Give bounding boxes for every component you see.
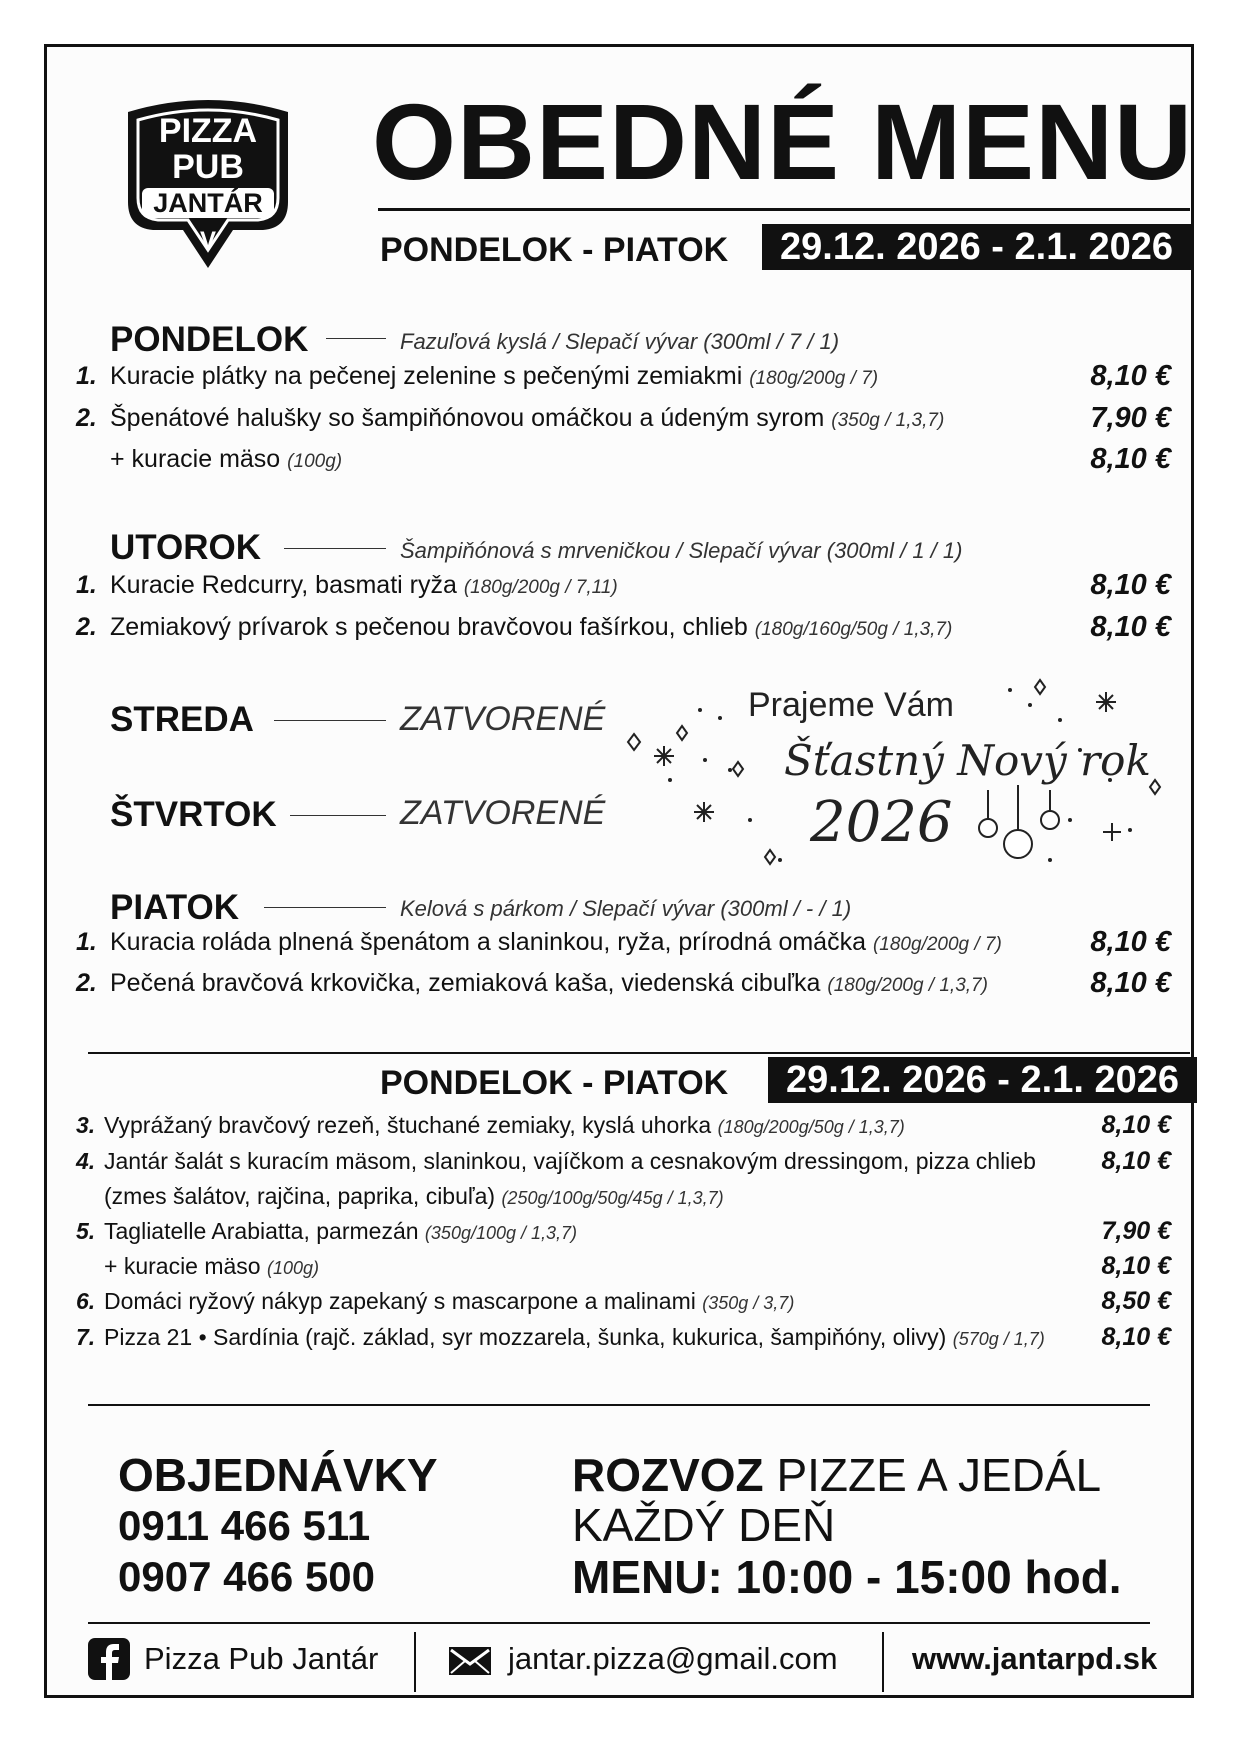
menu-item	[76, 1324, 1045, 1350]
item-text: Pizza 21 • Sardínia (rajč. základ, syr mozzarela, šunka, kukurica, šampiňóny, olivy)	[104, 1324, 947, 1350]
item-note: (180g/200g / 1,3,7)	[827, 975, 988, 996]
delivery-hours: MENU: 10:00 - 15:00 hod.	[572, 1551, 1122, 1603]
day-thursday: ŠTVRTOK	[110, 795, 277, 834]
facebook-icon	[88, 1638, 130, 1680]
item-price: 8,10 €	[1101, 1252, 1171, 1280]
item-number: 2.	[76, 613, 97, 641]
item-price: 8,10 €	[1090, 967, 1171, 999]
item-number: 2.	[76, 404, 97, 432]
orders-phone1: 0911 466 511	[118, 1502, 371, 1549]
item-price: 8,10 €	[1101, 1323, 1171, 1351]
item-number: 2.	[76, 969, 97, 997]
menu-item	[104, 1185, 724, 1208]
day-tuesday: UTOROK	[110, 528, 262, 567]
title-rule	[378, 208, 1190, 211]
page-title: OBEDNÉ MENU	[372, 81, 1194, 202]
item-note: (350g/100g / 1,3,7)	[424, 1223, 578, 1243]
item-number: 3.	[76, 1112, 96, 1138]
day-friday: PIATOK	[110, 888, 239, 927]
week2-dates: 29.12. 2026 - 2.1. 2026	[768, 1057, 1197, 1103]
dash-line	[284, 548, 386, 549]
item-text: Jantár šalát s kuracím mäsom, slaninkou, vajíčkom a cesnakovým dressingom, pizza chlieb	[104, 1148, 1036, 1174]
facebook-link[interactable]: Pizza Pub Jantár	[144, 1641, 379, 1676]
item-text: (zmes šalátov, rajčina, paprika, cibuľa)	[104, 1183, 496, 1209]
footer-separator	[882, 1632, 884, 1692]
item-text: Domáci ryžový nákyp zapekaný s mascarpone a malinami	[104, 1288, 696, 1314]
item-text: Kuracia roláda plnená špenátom a slaninkou, ryža, prírodná omáčka	[110, 928, 866, 956]
delivery-line1	[572, 1449, 1102, 1501]
week1-label: PONDELOK - PIATOK	[380, 231, 729, 269]
item-note: (350g / 3,7)	[702, 1293, 795, 1313]
menu-item	[76, 1288, 795, 1314]
week1-dates: 29.12. 2026 - 2.1. 2026	[762, 224, 1191, 270]
item-price: 7,90 €	[1101, 1217, 1171, 1245]
item-note: (180g/200g / 7)	[749, 368, 879, 389]
item-number: 1.	[76, 362, 97, 390]
footer-separator	[414, 1632, 416, 1692]
item-number: 6.	[76, 1288, 96, 1314]
delivery-rest: PIZZE A JEDÁL	[776, 1449, 1102, 1501]
greeting-line2: Šťastný Nový rok	[784, 736, 1151, 785]
item-text: + kuracie mäso	[104, 1253, 261, 1279]
item-note: (570g / 1,7)	[952, 1329, 1045, 1349]
wednesday-status: ZATVORENÉ	[400, 700, 606, 738]
dash-line	[290, 815, 386, 816]
greeting-line3: 2026	[810, 790, 953, 855]
item-number: 4.	[76, 1148, 96, 1174]
orders-phone2: 0907 466 500	[118, 1553, 375, 1600]
item-price: 8,10 €	[1101, 1147, 1171, 1175]
item-text: Pečená bravčová krkovička, zemiaková kaša, viedenská cibuľka	[110, 969, 821, 997]
item-note: (180g/200g/50g / 1,3,7)	[717, 1117, 905, 1137]
item-note: (180g/200g / 7,11)	[463, 577, 618, 598]
menu-item	[76, 1112, 905, 1138]
greeting-line1: Prajeme Vám	[748, 686, 954, 724]
item-note: (100g)	[287, 451, 343, 472]
soup-monday: Fazuľová kyslá / Slepačí vývar (300ml / 7 / 1)	[400, 329, 840, 354]
item-price: 8,10 €	[1090, 443, 1171, 475]
menu-item	[76, 571, 618, 599]
menu-item	[76, 362, 879, 390]
dash-line	[274, 720, 386, 721]
item-number: 5.	[76, 1218, 96, 1244]
item-note: (350g / 1,3,7)	[831, 410, 945, 431]
item-text: Zemiakový prívarok s pečenou bravčovou fašírkou, chlieb	[110, 613, 748, 641]
section-rule	[88, 1404, 1150, 1406]
day-monday: PONDELOK	[110, 320, 309, 359]
thursday-status: ZATVORENÉ	[400, 794, 606, 832]
item-price: 8,10 €	[1090, 569, 1171, 601]
logo-line2: PUB	[172, 148, 244, 186]
orders-title: OBJEDNÁVKY	[118, 1449, 438, 1501]
dash-line	[326, 338, 386, 339]
menu-item	[110, 447, 342, 472]
menu-item	[104, 1255, 319, 1278]
logo-line1: PIZZA	[158, 112, 258, 150]
week2-label: PONDELOK - PIATOK	[380, 1064, 729, 1102]
day-wednesday: STREDA	[110, 700, 254, 739]
delivery-line2: KAŽDÝ DEŇ	[572, 1499, 836, 1551]
delivery-bold: ROZVOZ	[572, 1449, 764, 1501]
item-text: Vyprážaný bravčový rezeň, štuchané zemiaky, kyslá uhorka	[104, 1112, 712, 1138]
item-number: 1.	[76, 571, 97, 599]
item-price: 8,10 €	[1101, 1111, 1171, 1139]
item-text: Kuracie plátky na pečenej zelenine s pečenými zemiakmi	[110, 362, 743, 390]
section-rule	[88, 1052, 1190, 1054]
menu-item	[76, 1218, 578, 1244]
item-number: 1.	[76, 928, 97, 956]
item-number: 7.	[76, 1324, 96, 1350]
menu-item	[76, 613, 953, 641]
website-link[interactable]: www.jantarpd.sk	[912, 1641, 1158, 1676]
item-price: 8,10 €	[1090, 611, 1171, 643]
mail-icon	[448, 1646, 492, 1676]
logo-line4: V	[199, 227, 217, 254]
item-note: (180g/160g/50g / 1,3,7)	[754, 619, 953, 640]
item-price: 8,10 €	[1090, 360, 1171, 392]
menu-item	[76, 1148, 1036, 1174]
item-text: Kuracie Redcurry, basmati ryža	[110, 571, 457, 599]
menu-item	[76, 928, 1002, 956]
soup-tuesday: Šampiňónová s mrveničkou / Slepačí vývar (300ml / 1 / 1)	[400, 538, 963, 563]
item-price: 7,90 €	[1090, 402, 1171, 434]
pizza-pub-jantar-logo	[118, 90, 298, 290]
item-price: 8,10 €	[1090, 926, 1171, 958]
item-note: (250g/100g/50g/45g / 1,3,7)	[501, 1188, 724, 1208]
dash-line	[264, 907, 386, 908]
menu-item	[76, 969, 988, 997]
item-note: (180g/200g / 7)	[872, 934, 1002, 955]
email-link[interactable]: jantar.pizza@gmail.com	[508, 1641, 838, 1676]
item-text: Špenátové halušky so šampiňónovou omáčkou a údeným syrom	[110, 404, 825, 432]
soup-friday: Kelová s párkom / Slepačí vývar (300ml / - / 1)	[400, 896, 852, 921]
logo-line3: JANTÁR	[153, 188, 263, 218]
menu-item	[76, 404, 945, 432]
item-price: 8,50 €	[1101, 1287, 1171, 1315]
item-text: + kuracie mäso	[110, 445, 281, 473]
item-text: Tagliatelle Arabiatta, parmezán	[104, 1218, 419, 1244]
footer-rule	[88, 1622, 1150, 1624]
item-note: (100g)	[267, 1258, 320, 1278]
